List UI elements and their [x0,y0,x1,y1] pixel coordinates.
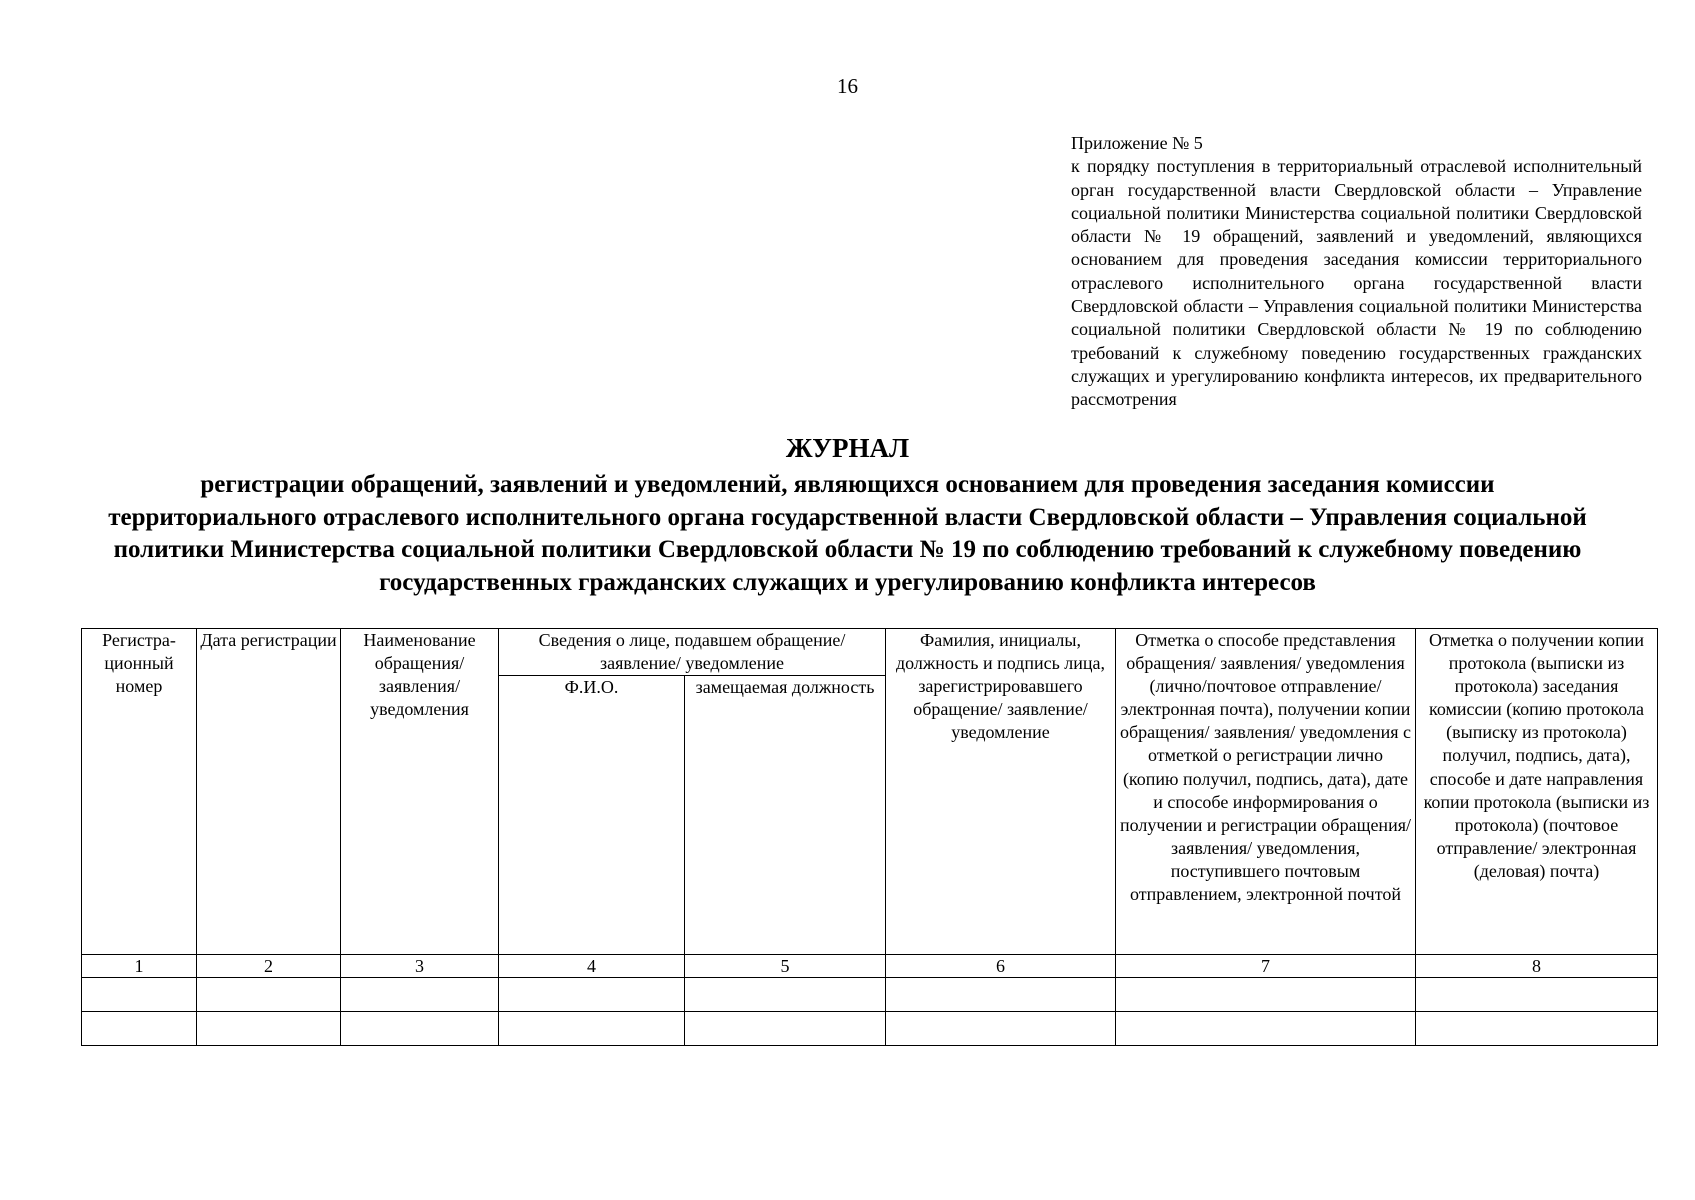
header-submission-method: Отметка о способе представления обращения/ заявления/ уведомления (лично/почтовое отправление/ электронная почта), получении копии обращения/ заявления/ уведомления с отметкой о регистрации лично (копию получил, подпись, дата), дате и способе информирования о получении и регистрации обращения/ заявления/ уведомления, поступившего почтовым отправлением, электронной почтой [1116,629,1416,955]
column-number: 1 [82,955,197,978]
column-number: 3 [341,955,499,978]
journal-table [81,628,1658,1046]
table-cell [1416,1012,1658,1046]
table-cell [341,1012,499,1046]
table-cell [1416,978,1658,1012]
table-row [82,978,1658,1012]
column-number: 4 [499,955,685,978]
table-cell [886,978,1116,1012]
appendix-block [1071,132,1642,412]
journal-title: ЖУРНАЛ [785,433,910,463]
header-registration-number: Регистра-ционный номер [82,629,197,955]
table-cell [82,978,197,1012]
header-applicant-info: Сведения о лице, подавшем обращение/ заявление/ уведомление [499,629,886,676]
table-cell [499,978,685,1012]
column-number-row [82,955,1658,978]
header-document-name: Наименование обращения/ заявления/ уведомления [341,629,499,955]
table-cell [1116,978,1416,1012]
page-number: 16 [837,74,858,98]
table-cell [685,978,886,1012]
table-row [82,1012,1658,1046]
header-applicant-position: замещаемая должность [685,676,886,955]
header-registration-date: Дата регистрации [197,629,341,955]
appendix-text: к порядку поступления в территориальный отраслевой исполнительный орган государственной власти Свердловской области – Управление социальной политики Министерства социальной политики Свердловской области № 19 обращений, заявлений и уведомлений, являющихся основанием для проведения заседания комиссии территориального отраслевого исполнительного органа государственной власти Свердловской области – Управления социальной политики Министерства социальной политики Свердловской области № 19 по соблюдению требований к служебному поведению государственных гражданских служащих и урегулированию конфликта интересов, их предварительного рассмотрения [1071,156,1642,410]
table-cell [341,978,499,1012]
column-number: 6 [886,955,1116,978]
table-cell [197,978,341,1012]
column-number: 7 [1116,955,1416,978]
column-number: 8 [1416,955,1658,978]
table-cell [1116,1012,1416,1046]
header-applicant-name: Ф.И.О. [499,676,685,955]
header-protocol-receipt: Отметка о получении копии протокола (выписки из протокола) заседания комиссии (копию протокола (выписку из протокола) получил, подпись, дата), способе и дате направления копии протокола (выписки из протокола) (почтовое отправление/ электронная (деловая) почта) [1416,629,1658,955]
table-cell [197,1012,341,1046]
table-cell [82,1012,197,1046]
table-cell [685,1012,886,1046]
appendix-title: Приложение № 5 [1071,133,1203,153]
journal-subtitle: регистрации обращений, заявлений и уведомлений, являющихся основанием для проведения заседания комиссии территориального отраслевого исполнительного органа государственной власти Свердловской области – Управления социальной политики Министерства социальной политики Свердловской области № 19 по соблюдению требований к служебному поведению государственных гражданских служащих и урегулированию конфликта интересов [108,471,1587,596]
column-number: 2 [197,955,341,978]
table-cell [499,1012,685,1046]
table-cell [886,1012,1116,1046]
column-number: 5 [685,955,886,978]
header-registrar: Фамилия, инициалы, должность и подпись лица, зарегистрировавшего обращение/ заявление/ уведомление [886,629,1116,955]
